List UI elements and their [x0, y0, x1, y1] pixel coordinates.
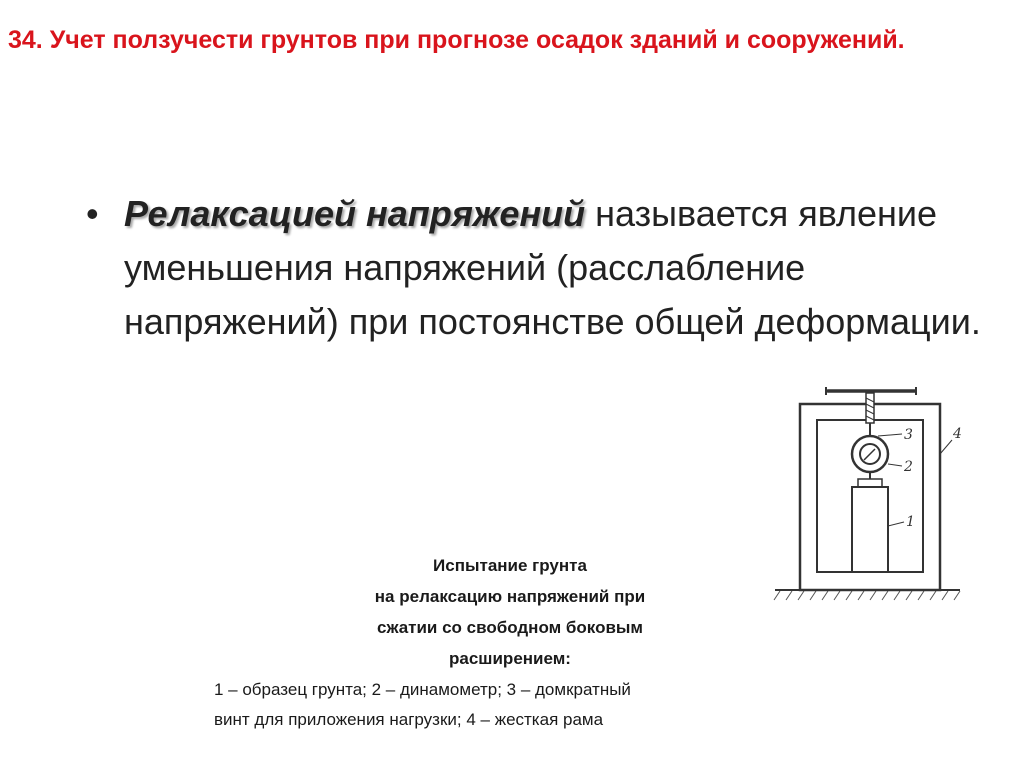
legend-line: винт для приложения нагрузки; 4 – жесткая рама	[214, 710, 604, 729]
relaxation-test-diagram	[760, 378, 970, 608]
defined-term: Релаксацией напряжений	[124, 193, 586, 234]
ground-hatching	[774, 591, 960, 600]
label-3: 3	[904, 427, 913, 443]
caption-title-line: расширением:	[449, 649, 571, 668]
caption-title-line: Испытание грунта	[433, 556, 587, 575]
caption-title-line: на релаксацию напряжений при	[374, 587, 646, 606]
definition-text	[124, 187, 1016, 349]
bullet-item	[86, 187, 1016, 349]
bullet-marker: •	[86, 193, 99, 234]
caption-title-line: сжатии со свободном боковым	[376, 618, 644, 637]
label-4: 4	[953, 426, 962, 442]
definition-body: называется явление уменьшения напряжений (расслабление напряжений) при постоянстве общей деформации.	[124, 193, 981, 342]
label-1: 1	[906, 514, 915, 530]
label-2: 2	[904, 459, 913, 475]
soil-sample	[852, 487, 888, 572]
legend-line: 1 – образец грунта; 2 – динамометр; 3 – домкратный	[214, 680, 631, 699]
figure-caption-title	[290, 550, 730, 674]
slide-title: 34. Учет ползучести грунтов при прогнозе осадок зданий и сооружений.	[8, 26, 905, 54]
figure-legend	[214, 675, 824, 735]
sample-cap	[858, 479, 882, 487]
